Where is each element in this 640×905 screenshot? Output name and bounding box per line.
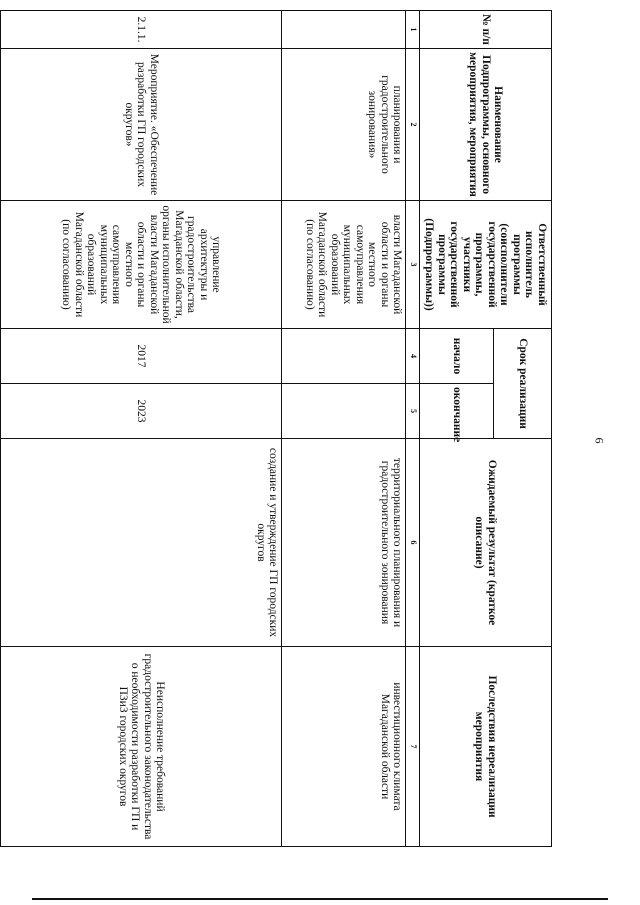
col-number: 3 <box>406 201 420 329</box>
col-number: 4 <box>406 329 420 384</box>
cell-result: создание и утверждение ГП городских округов <box>1 439 283 647</box>
cell-name: Мероприятие. «Обеспечение разработки ГП городских округов» <box>1 49 283 201</box>
cell-end: 2023 <box>1 384 283 439</box>
rotated-table-container <box>0 10 552 846</box>
col-number: 7 <box>406 647 420 847</box>
cell-start: 2017 <box>1 329 283 384</box>
cell-responsible: управление архитектуры и градостроительства Магаданской области, органы исполнительной власти Магаданской области и органы местного самоуправления муниципальных образований Магаданской области (по согласованию) <box>1 201 283 329</box>
header-consequences: Последствия нереализации мероприятия <box>420 647 552 847</box>
table-row <box>282 11 406 847</box>
header-term: Срок реализации <box>494 329 552 439</box>
col-number: 5 <box>406 384 420 439</box>
header-result: Ожидаемый результат (краткое описание) <box>420 439 552 647</box>
program-measures-table <box>0 10 552 847</box>
table-row <box>1 11 283 847</box>
column-number-row <box>406 11 420 847</box>
col-number: 6 <box>406 439 420 647</box>
header-responsible: Ответственный исполнитель программы (соисполнители государственной программы, участники государственной программы (Подпрограммы)) <box>420 201 552 329</box>
cell-consequences: инвестиционного климата Магаданской области <box>282 647 406 847</box>
cell-num: 2.1.1. <box>1 11 283 49</box>
cell-start <box>282 329 406 384</box>
header-name: Наименование Подпрограммы, основного мероприятия, мероприятия <box>420 49 552 201</box>
cell-name: планирования и градостроительного зонирования» <box>282 49 406 201</box>
cell-responsible: власти Магаданской области и органы местного самоуправления муниципальных образований Магаданской области (по согласованию) <box>282 201 406 329</box>
footer-rule <box>32 898 608 900</box>
col-number: 1 <box>406 11 420 49</box>
cell-end <box>282 384 406 439</box>
cell-consequences: Неисполнение требований градостроительного законодательства о необходимости разработки ГП и ПЗиЗ городских округов <box>1 647 283 847</box>
col-number: 2 <box>406 49 420 201</box>
header-row-1 <box>494 11 552 847</box>
header-start: начало <box>420 329 494 384</box>
header-num: № п/п <box>420 11 552 49</box>
cell-num <box>282 11 406 49</box>
header-end: окончание <box>420 384 494 439</box>
cell-result: территориального планирования и градостроительного зонирования <box>282 439 406 647</box>
page-number: 6 <box>592 437 607 444</box>
